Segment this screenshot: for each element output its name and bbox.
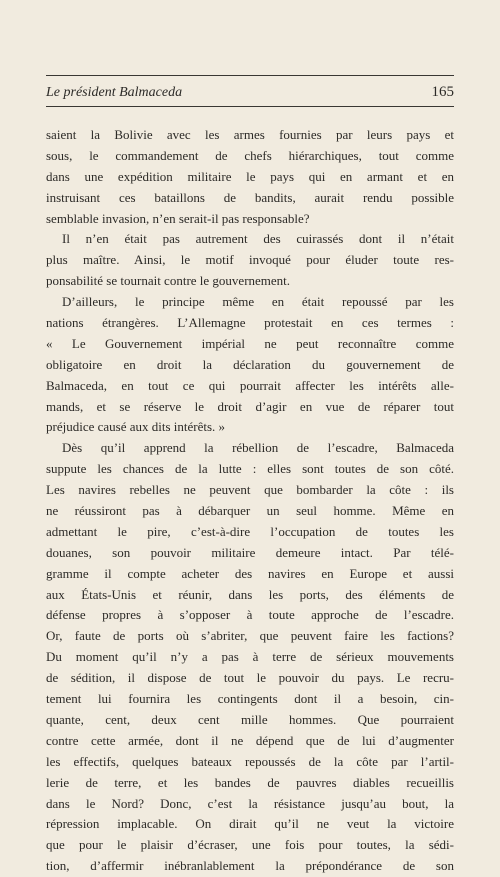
text-line: défense propres à s’opposer à toute approche de l’escadre. <box>46 607 454 623</box>
running-title: Le président Balmaceda <box>46 85 183 100</box>
text-line: Il n’en était pas autrement des cuirassés dont il n’était <box>62 231 454 247</box>
text-line: mands, et se réserve le droit d’agir en vue de réparer tout <box>46 398 454 414</box>
text-line: obligatoire en droit la déclaration du gouvernement de <box>46 356 454 372</box>
text-line: Or, faute de ports où s’abriter, que peuvent faire les factions? <box>46 628 454 644</box>
text-line: dans le Nord? Donc, c’est la résistance jusqu’au bout, la <box>46 795 454 811</box>
text-line: ponsabilité se tournait contre le gouvernement. <box>46 273 291 289</box>
text-line: saient la Bolivie avec les armes fournies par leurs pays et <box>46 127 454 142</box>
text-line: les effectifs, quelques bateaux repoussés de la côte par l’artil- <box>46 753 454 769</box>
text-line: nations étrangères. L’Allemagne protestait en ces termes : <box>46 315 454 331</box>
text-line: D’ailleurs, le principe même en était repoussé par les <box>62 294 454 310</box>
text-line: sous, le commandement de chefs hiérarchiques, tout comme <box>46 147 454 163</box>
page-number: 165 <box>431 84 454 100</box>
text-line: Du moment qu’il n’y a pas à terre de sérieux mouvements <box>46 649 454 665</box>
text-line: ne réussiront pas à débarquer un seul homme. Même en <box>46 503 454 519</box>
text-line: plus maître. Ainsi, le motif invoqué pour éluder toute res- <box>46 252 454 268</box>
text-line: Les navires rebelles ne peuvent que bombarder la côte : ils <box>46 482 454 498</box>
text-line: de sédition, il dispose de tout le pouvoir du pays. Le recru- <box>46 670 454 686</box>
text-line: admettant le pire, c’est-à-dire l’occupation de toutes les <box>46 523 454 539</box>
text-line: semblable invasion, n’en serait-il pas responsable? <box>46 210 310 226</box>
text-line: dans une expédition militaire le pays qui en armant et en <box>46 168 454 184</box>
text-line: gramme il compte acheter des navires en Europe et aussi <box>46 565 454 581</box>
text-line: aux États-Unis et réunir, dans les ports, des éléments de <box>46 586 454 602</box>
text-line: tion, d’affermir inébranlablement la prépondérance de son <box>46 858 454 874</box>
text-line: douanes, son pouvoir militaire demeure intact. Par télé- <box>46 544 454 560</box>
text-line: répression implacable. On dirait qu’il ne veut la victoire <box>46 816 454 832</box>
text-line: préjudice causé aux dits intérêts. » <box>46 419 226 435</box>
text-line: lerie de terre, et les bandes de pauvres diables recueillis <box>46 774 454 790</box>
text-line: « Le Gouvernement impérial ne peut reconnaître comme <box>46 335 454 351</box>
header-top-rule <box>46 75 454 76</box>
text-line: quante, cent, deux cent mille hommes. Que pourraient <box>46 711 454 727</box>
text-line: Dès qu’il apprend la rébellion de l’escadre, Balmaceda <box>62 440 454 456</box>
text-line: Balmaceda, en tout ce qui pourrait affecter les intérêts alle- <box>46 377 454 393</box>
text-line: que pour le plaisir d’écraser, une fois pour toutes, la sédi- <box>46 837 454 853</box>
body-text <box>46 125 454 877</box>
running-head <box>46 83 454 101</box>
text-line: tement lui fournira les contingents dont il a besoin, cin- <box>46 691 454 707</box>
text-line: instruisant ces bataillons de bandits, aurait rendu possible <box>46 189 454 205</box>
text-line: contre cette armée, dont il ne dépend que de lui d’augmenter <box>46 732 454 748</box>
text-line: suppute les chances de la lutte : elles sont toutes de son côté. <box>46 461 454 477</box>
header-bottom-rule <box>46 106 454 107</box>
